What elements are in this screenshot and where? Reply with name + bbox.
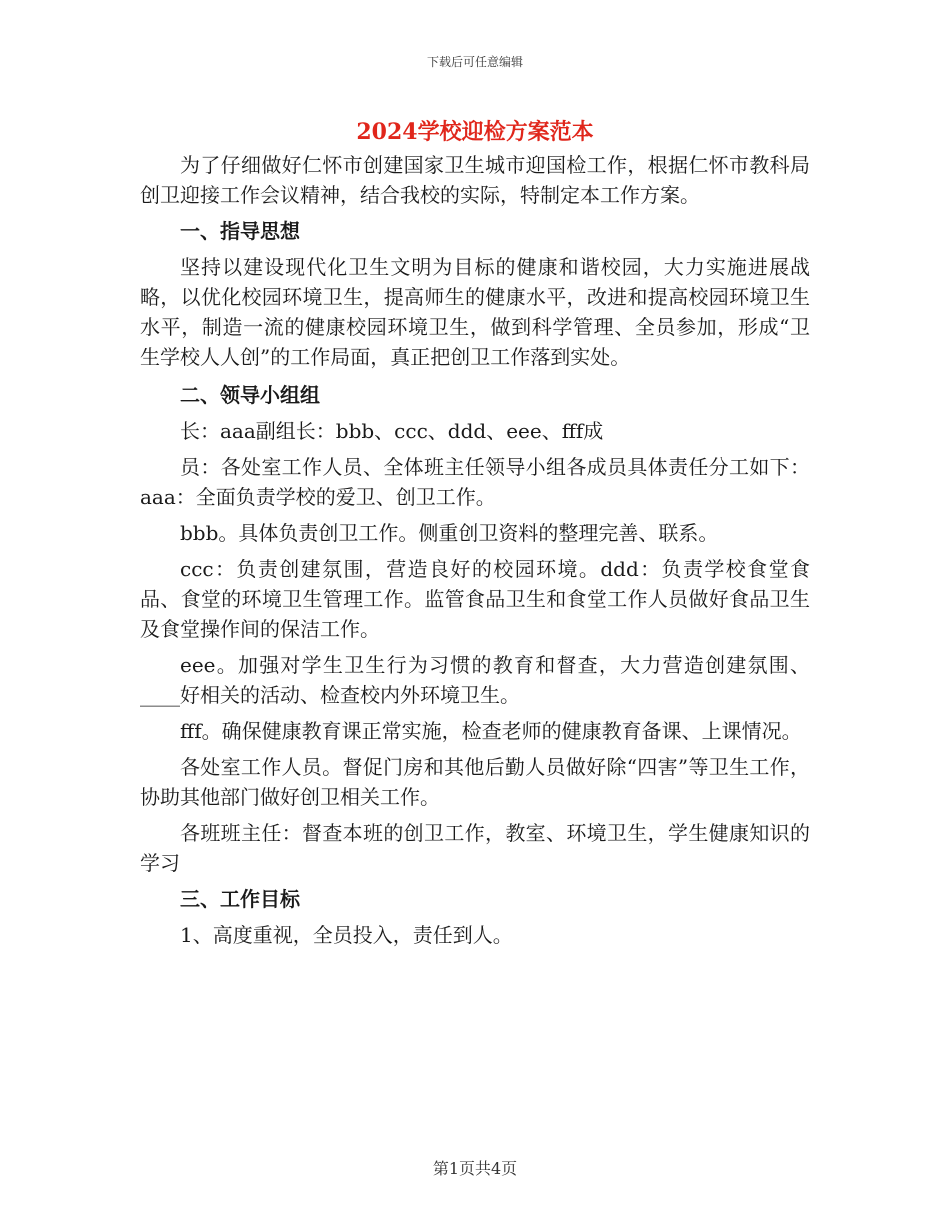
leadership-paragraph: ccc：负责创建氛围，营造良好的校园环境。ddd：负责学校食堂食品、食堂的环境卫生管理工作。监管食品卫生和食堂工作人员做好食品卫生及食堂操作间的保洁工作。 [140, 557, 810, 641]
leadership-paragraph: fff。确保健康教育课正常实施，检查老师的健康教育备课、上课情况。 [180, 719, 802, 743]
intro-paragraph: 为了仔细做好仁怀市创建国家卫生城市迎国检工作，根据仁怀市教科局创卫迎接工作会议精神，结合我校的实际，特制定本工作方案。 [140, 153, 810, 207]
section-heading-work-goals: 三、工作目标 [180, 887, 300, 911]
section-heading-guiding-ideology: 一、指导思想 [180, 219, 300, 243]
page-header-note: 下载后可任意编辑 [426, 55, 523, 69]
section-heading-leadership-group: 二、领导小组组 [180, 383, 320, 407]
guiding-ideology-paragraph: 坚持以建设现代化卫生文明为目标的健康和谐校园，大力实施进展战略，以优化校园环境卫生，提高师生的健康水平，改进和提高校园环境卫生水平，制造一流的健康校园环境卫生，做到科学管理、全员参加，形成“卫生学校人人创”的工作局面，真正把创卫工作落到实处。 [140, 255, 810, 369]
page-indicator: 第1页共4页 [432, 1159, 518, 1178]
leadership-paragraph: bbb。具体负责创卫工作。侧重创卫资料的整理完善、联系。 [180, 521, 719, 545]
leadership-paragraph: 长：aaa副组长：bbb、ccc、ddd、eee、fff成 [180, 419, 604, 443]
leadership-paragraph: 各班班主任：督查本班的创卫工作，教室、环境卫生，学生健康知识的学习 [140, 821, 810, 875]
document-title: 2024学校迎检方案范本 [356, 119, 594, 145]
leadership-paragraph: eee。加强对学生卫生行为习惯的教育和督查，大力营造创建氛围、____好相关的活动、检查校内外环境卫生。 [140, 653, 810, 707]
leadership-paragraph: 各处室工作人员。督促门房和其他后勤人员做好除“四害”等卫生工作，协助其他部门做好创卫相关工作。 [140, 755, 810, 809]
leadership-paragraph: 员：各处室工作人员、全体班主任领导小组各成员具体责任分工如下：aaa：全面负责学校的爱卫、创卫工作。 [140, 455, 810, 509]
work-goals-paragraph: 1、高度重视，全员投入，责任到人。 [180, 923, 513, 947]
document-body [140, 150, 810, 950]
